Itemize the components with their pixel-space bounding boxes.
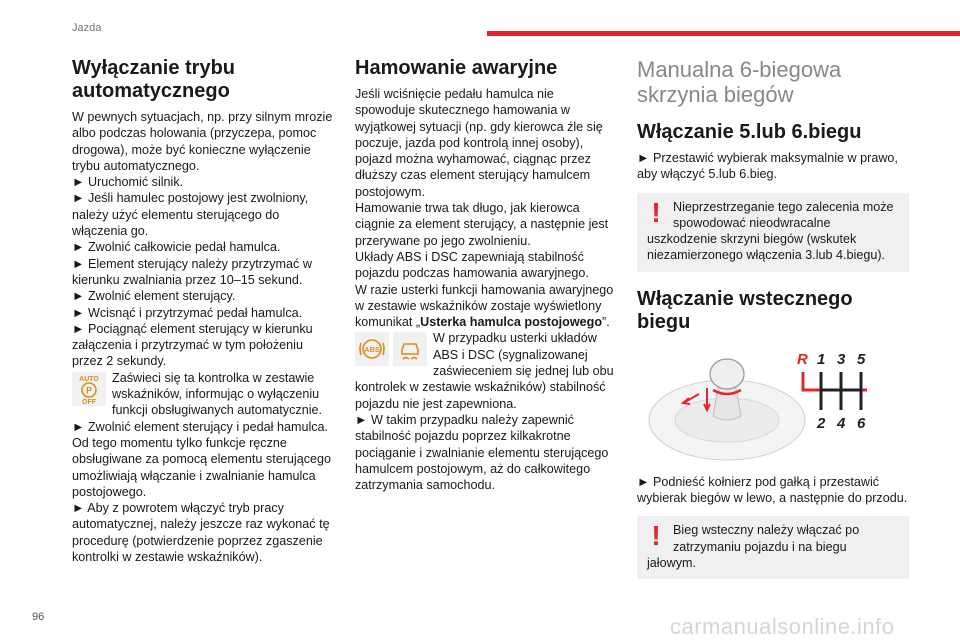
paragraph-reverse: ► Podnieść kołnierz pod gałką i przestawić wybierak biegów w lewo, a następnie do przodu. <box>637 474 908 506</box>
svg-text:6: 6 <box>857 414 866 432</box>
warning-icon: ! <box>651 520 661 552</box>
chapter-title: Manualna 6-biegowa skrzynia biegów <box>637 57 842 107</box>
paragraph-5-6-gear: ► Przestawić wybierak maksymalnie w prawo, aby włączyć 5.lub 6.bieg. <box>637 151 898 182</box>
running-header: Jazda <box>72 22 102 34</box>
svg-text:4: 4 <box>837 414 846 432</box>
svg-text:1: 1 <box>817 350 826 368</box>
warning-icon: ! <box>651 196 661 228</box>
column-emergency-braking <box>355 57 617 493</box>
paragraph-5: W przypadku usterki układów ABS i DSC (sygnalizowanej zaświeceniem się jednej lub obu kontrolek w zestawie wskaźników) stabilność pojazdu nie jest zapewniona. <box>355 331 614 411</box>
gear-pattern-icon <box>797 351 867 432</box>
step-3: ► Zwolnić całkowicie pedał hamulca. <box>72 240 281 255</box>
after-1: ► Zwolnić element sterujący i pedał hamulca. <box>72 419 329 434</box>
gear-lever-illustration <box>637 342 909 462</box>
section-title-emergency-braking: Hamowanie awaryjne <box>355 57 558 79</box>
step-6: ► Wcisnąć i przytrzymać pedał hamulca. <box>72 305 303 320</box>
svg-text:P: P <box>85 385 93 396</box>
svg-text:3: 3 <box>837 350 846 368</box>
paragraph-3: Układy ABS i DSC zapewniają stabilność pojazdu podczas hamowania awaryjnego. <box>355 249 589 281</box>
svg-text:R: R <box>797 350 808 368</box>
svg-text:2: 2 <box>817 414 826 432</box>
step-2: ► Jeśli hamulec postojowy jest zwolniony, należy użyć elementu sterującego do włączenia go. <box>72 191 309 239</box>
svg-text:5: 5 <box>857 350 866 368</box>
svg-text:AUTO: AUTO <box>79 375 99 383</box>
column-parking-brake-auto <box>72 57 334 565</box>
watermark: carmanualsonline.info <box>670 614 895 639</box>
paragraph-4: W razie usterki funkcji hamowania awaryjnego w zestawie wskaźników zostaje wyświetlony komunikat „Usterka hamulca postojowego”. <box>355 282 614 330</box>
dsc-warning-icon <box>393 332 427 366</box>
paragraph-intro: W pewnych sytuacjach, np. przy silnym mrozie albo podczas holowania (przyczepa, pomoc drogowa), może być konieczne wyłączenie trybu automatycznego. <box>72 110 333 173</box>
auto-off-icon <box>72 372 106 406</box>
warning-text-1: Nieprzestrzeganie tego zalecenia może spowodować nieodwracalne uszkodzenie skrzyni biegów (wskutek niezamierzonego włączenia 3.lub 4.biegu). <box>647 199 894 263</box>
lamp-text: Zaświeci się ta kontrolka w zestawie wskaźników, informując o wyłączeniu funkcji obsługiwanych automatycznie. <box>112 370 323 418</box>
svg-text:ABS: ABS <box>364 345 380 355</box>
paragraph-1: Jeśli wciśnięcie pedału hamulca nie spowoduje skutecznego hamowania w wyjątkowej sytuacji (np. gdy kierowca źle się poczuje, jazda pod kontrolą innej osoby), pojazd można wyhamować, ciągnąc przez dłuższy czas element sterujący hamulcem postojowym. <box>355 87 603 199</box>
section-title-5-6-gear: Włączanie 5.lub 6.biegu <box>637 121 862 143</box>
svg-text:OFF: OFF <box>82 398 96 405</box>
header-accent-bar <box>487 31 960 36</box>
page-number: 96 <box>32 611 45 623</box>
after-2: Od tego momentu tylko funkcje ręczne obsługiwane za pomocą elementu sterującego umożliwiają włączanie i zwalnianie hamulca postojowego. <box>72 435 332 499</box>
column-manual-gearbox <box>637 57 909 579</box>
step-4: ► Element sterujący należy przytrzymać w kierunku zwalniania przez 10–15 sekund. <box>72 256 312 287</box>
section-title-auto-off: Wyłączanie trybu automatycznego <box>72 57 236 102</box>
lamp-paragraph <box>72 370 334 419</box>
step-1: ► Uruchomić silnik. <box>72 175 184 190</box>
warning-box-1 <box>637 193 909 272</box>
abs-dsc-paragraph <box>355 330 617 411</box>
warning-text-2: Bieg wsteczny należy włączać po zatrzymaniu pojazdu i na biegu jałowym. <box>647 523 860 570</box>
section-title-reverse: Włączanie wstecznego biegu <box>637 287 853 333</box>
abs-warning-icon <box>355 332 389 366</box>
paragraph-6: ► W takim przypadku należy zapewnić stabilność pojazdu poprzez kilkakrotne pociąganie i zwalnianie elementu sterującego hamulcem postojowym, aż do całkowitego zatrzymania samochodu. <box>355 412 609 493</box>
after-3: ► Aby z powrotem włączyć tryb pracy automatycznej, należy jeszcze raz wykonać tę procedurę (potwierdzenie poprzez zgaszenie kontrolki w zestawie wskaźników). <box>72 501 330 565</box>
step-5: ► Zwolnić element sterujący. <box>72 289 236 304</box>
warning-box-2 <box>637 516 909 579</box>
paragraph-2: Hamowanie trwa tak długo, jak kierowca ciągnie za element sterujący, a następnie jest przerywane po jego zwolnieniu. <box>355 201 609 248</box>
step-7: ► Pociągnąć element sterujący w kierunku załączenia i przytrzymać w tym położeniu przez 2 sekundy. <box>72 321 313 369</box>
